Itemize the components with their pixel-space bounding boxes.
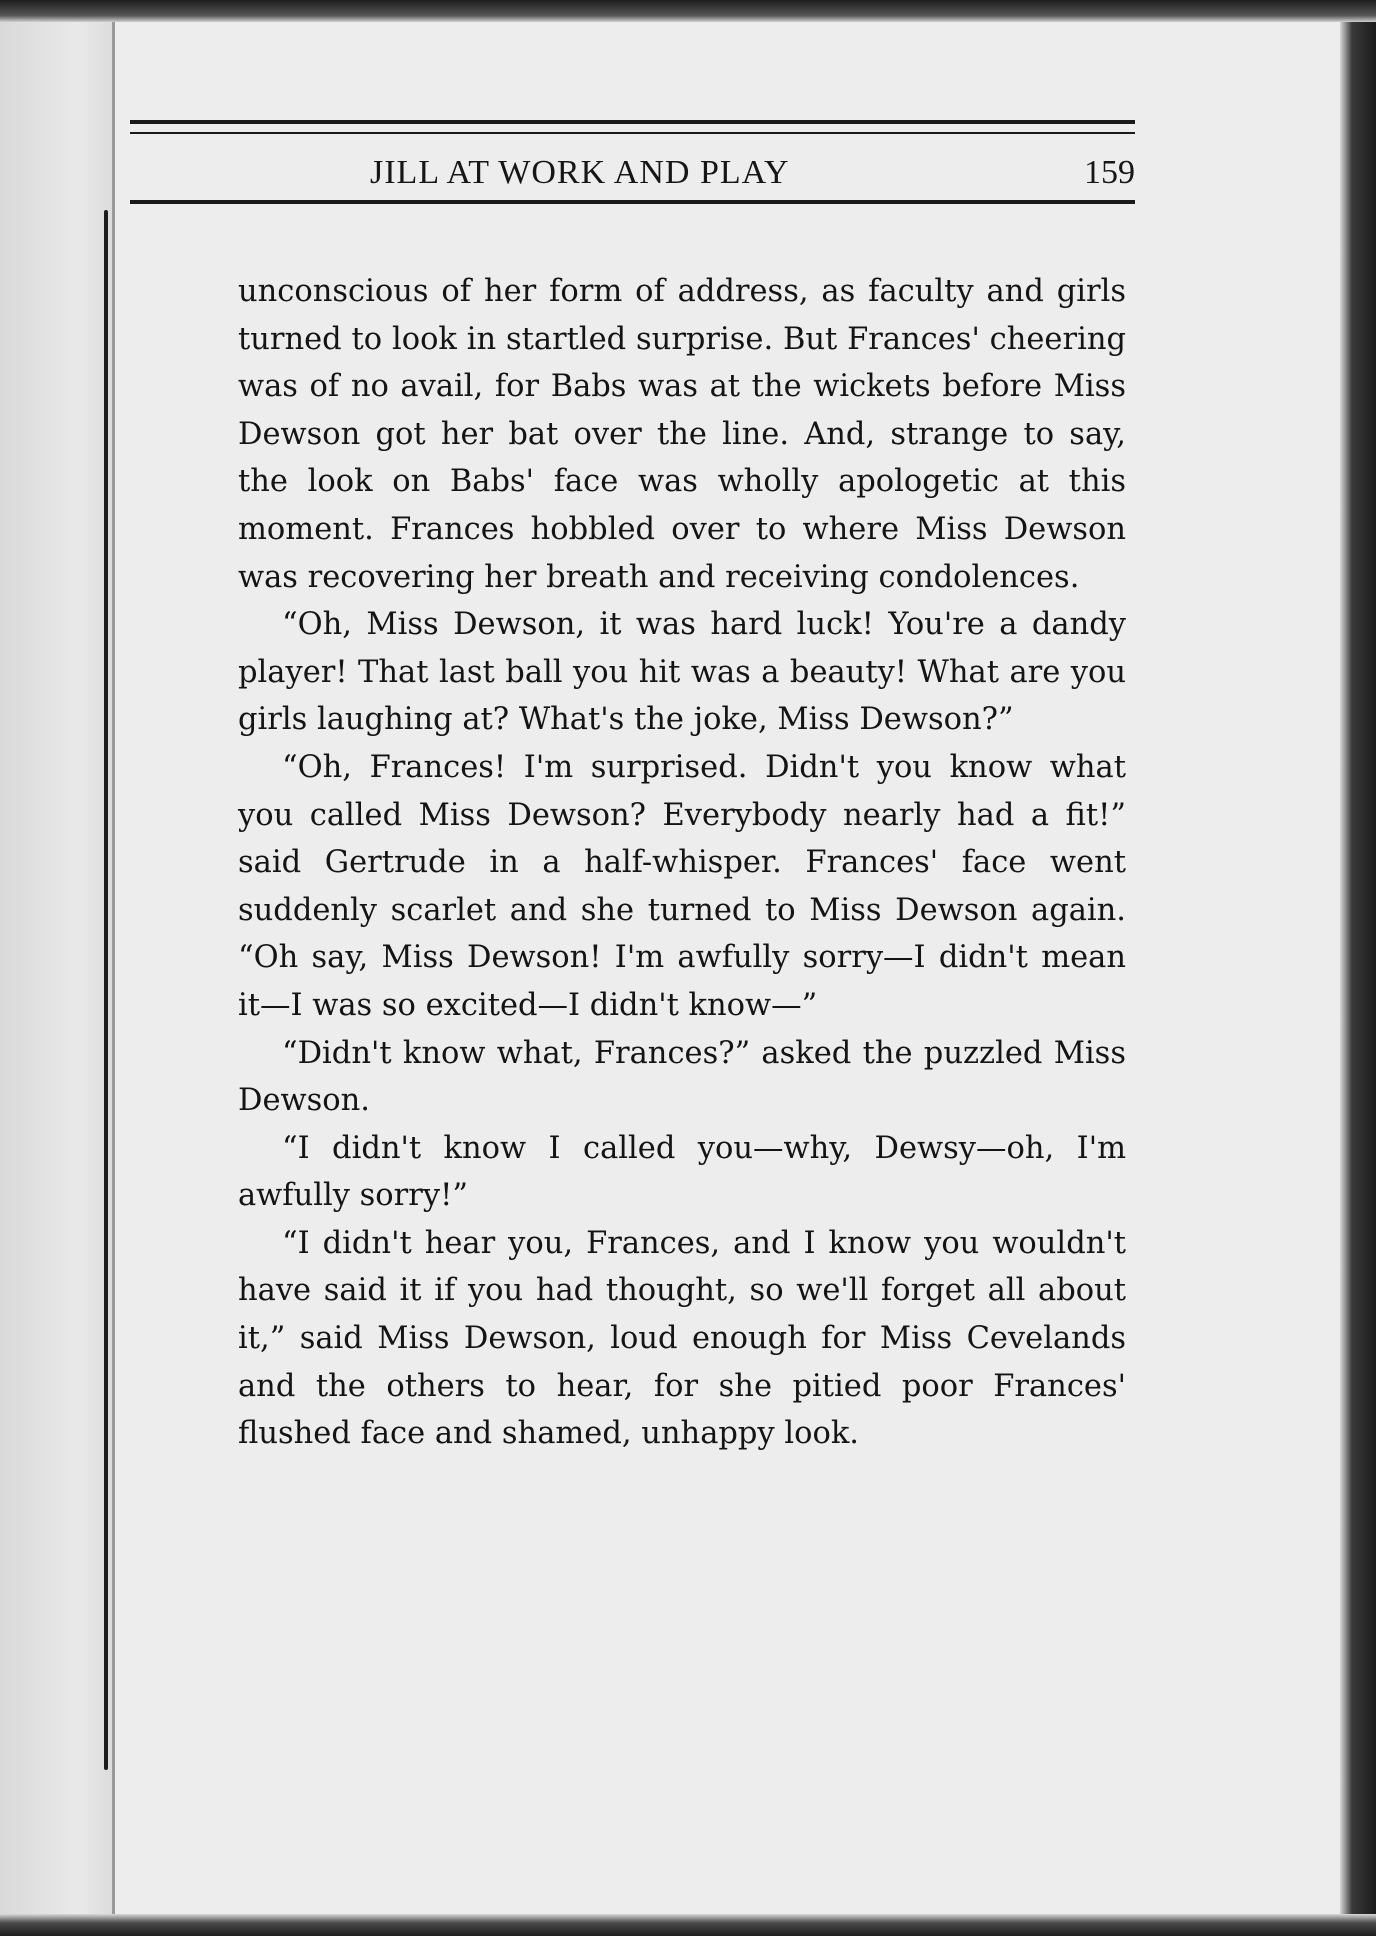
page-body	[238, 268, 1126, 1458]
running-head-title: JILL AT WORK AND PLAY	[370, 154, 790, 191]
paragraph: “I didn't hear you, Frances, and I know you wouldn't have said it if you had thought, so we'll forget all about it,” said Miss Dewson, loud enough for Miss Cevelands and the others to hear, for she pitied poor Frances' flushed face and shamed, unhappy look.	[238, 1225, 1126, 1452]
header-double-rule	[130, 120, 1135, 134]
facing-page-edge	[0, 22, 115, 1914]
paragraph: “Didn't know what, Frances?” asked the puzzled Miss Dewson.	[238, 1035, 1126, 1119]
scan-top-edge	[0, 0, 1376, 22]
paragraph: “I didn't know I called you—why, Dewsy—oh, I'm awfully sorry!”	[238, 1130, 1126, 1214]
header-row	[130, 134, 1135, 194]
running-head	[130, 120, 1135, 204]
binding-gutter	[104, 210, 108, 1770]
header-rule	[130, 200, 1135, 204]
paragraph: unconscious of her form of address, as faculty and girls turned to look in startled surprise. But Frances' cheering was of no avail, for Babs was at the wickets before Miss Dewson got her bat over the line. And, strange to say, the look on Babs' face was wholly apologetic at this moment. Frances hobbled over to where Miss Dewson was recovering her breath and receiving condolences.	[238, 274, 1126, 595]
scan-bottom-edge	[0, 1914, 1376, 1936]
paragraph: “Oh, Frances! I'm surprised. Didn't you know what you called Miss Dewson? Everybody nearly had a fit!” said Gertrude in a half-whisper. Frances' face went suddenly scarlet and she turned to Miss Dewson again. “Oh say, Miss Dewson! I'm awfully sorry—I didn't mean it—I was so excited—I didn't know—”	[238, 749, 1126, 1023]
page-number: 159	[1084, 154, 1135, 191]
paragraph: “Oh, Miss Dewson, it was hard luck! You're a dandy player! That last ball you hit was a beauty! What are you girls laughing at? What's the joke, Miss Dewson?”	[238, 607, 1126, 738]
